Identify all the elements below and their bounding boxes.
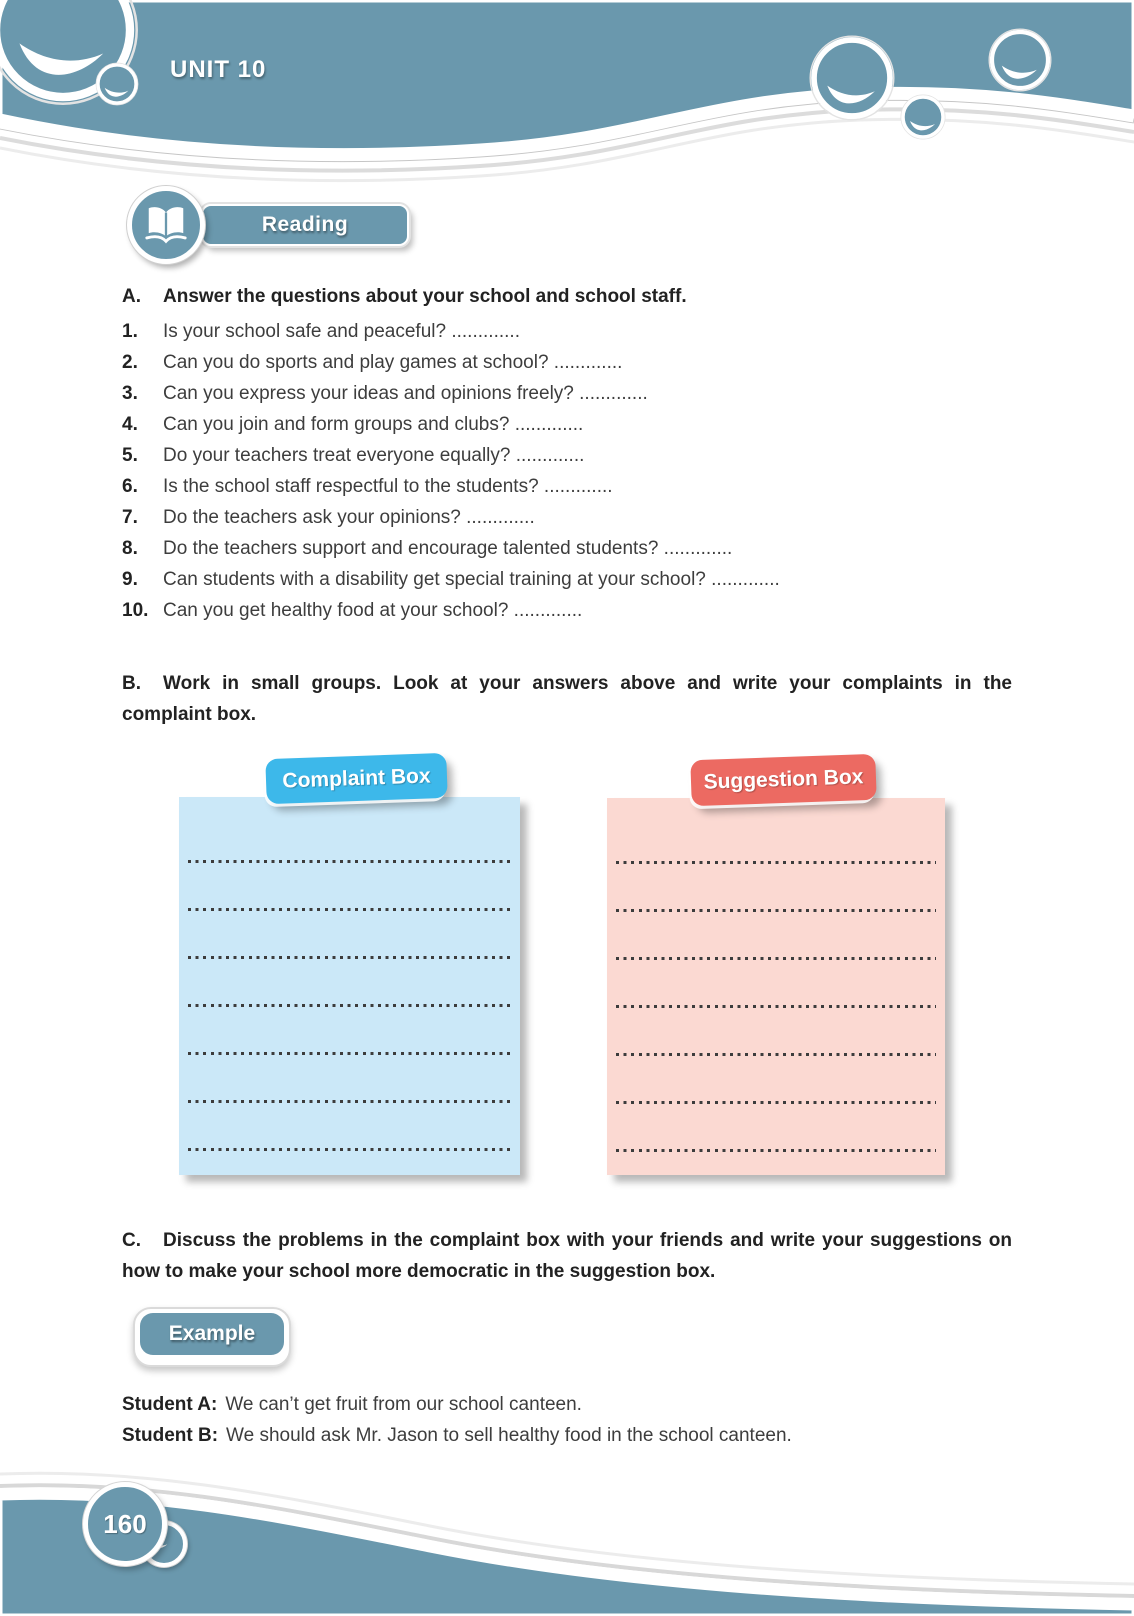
- dotted-writing-line: [179, 863, 520, 911]
- dialog-line: [122, 1389, 1022, 1420]
- section-c: [122, 1225, 1012, 1287]
- question-item: 3. Can you express your ideas and opinions freely? .............: [122, 382, 648, 404]
- question-item: 4. Can you join and form groups and clubs? .............: [122, 413, 584, 435]
- dialog-text: We can’t get fruit from our school canteen.: [225, 1393, 582, 1415]
- open-book-icon: [143, 202, 189, 248]
- section-b: [122, 668, 1012, 730]
- section-letter: C.: [122, 1230, 141, 1251]
- dotted-writing-line: [179, 959, 520, 1007]
- dotted-writing-line: [179, 815, 520, 863]
- question-item: 6. Is the school staff respectful to the students? .............: [122, 475, 613, 497]
- complaint-box-label: Complaint Box: [265, 753, 447, 804]
- question-item: 9. Can students with a disability get special training at your school? .............: [122, 568, 780, 590]
- question-item: 7. Do the teachers ask your opinions? .............: [122, 506, 535, 528]
- dotted-writing-line: [179, 1055, 520, 1103]
- speaker-name: Student A:: [122, 1393, 218, 1415]
- reading-label: Reading: [261, 213, 349, 236]
- speaker-name: Student B:: [122, 1424, 219, 1446]
- reading-icon-circle: [127, 186, 205, 264]
- question-item: 8. Do the teachers support and encourage talented students? .............: [122, 537, 733, 559]
- dotted-writing-line: [607, 864, 945, 912]
- suggestion-box-label: Suggestion Box: [690, 754, 876, 806]
- suggestion-box: [607, 798, 945, 1175]
- unit-title: UNIT 10: [170, 56, 267, 83]
- dotted-writing-line: [607, 816, 945, 864]
- section-title: Answer the questions about your school and school staff.: [163, 285, 687, 307]
- dotted-writing-line: [607, 960, 945, 1008]
- dotted-writing-line: [607, 912, 945, 960]
- question-item: 10. Can you get healthy food at your school? .............: [122, 599, 583, 621]
- dotted-writing-line: [179, 1007, 520, 1055]
- dotted-writing-line: [179, 1103, 520, 1151]
- example-dialog: [122, 1389, 1022, 1451]
- dotted-writing-line: [179, 911, 520, 959]
- dotted-writing-line: [607, 1008, 945, 1056]
- page-number-badge: [83, 1482, 167, 1566]
- section-c-text: Discuss the problems in the complaint box with your friends and write your suggestions on how to make your school more democratic in the suggestion box.: [122, 1230, 1012, 1282]
- section-letter: B.: [122, 673, 141, 694]
- dotted-writing-line: [607, 1056, 945, 1104]
- question-item: 2. Can you do sports and play games at school? .............: [122, 351, 623, 373]
- dialog-text: We should ask Mr. Jason to sell healthy food in the school canteen.: [226, 1424, 792, 1446]
- example-badge: [133, 1307, 291, 1367]
- question-item: 1. Is your school safe and peaceful? .............: [122, 320, 520, 342]
- question-item: 5. Do your teachers treat everyone equally? .............: [122, 444, 585, 466]
- section-b-text: Work in small groups. Look at your answers above and write your complaints in the complaint box.: [122, 673, 1012, 725]
- section-letter: A.: [122, 285, 141, 307]
- example-label: Example: [168, 1322, 256, 1345]
- header-wave: [0, 0, 1134, 215]
- example-pill: [140, 1313, 284, 1355]
- page-number: 160: [103, 1508, 147, 1539]
- reading-pill: [201, 204, 409, 246]
- complaint-box: [179, 797, 520, 1175]
- section-a-heading: [122, 281, 1014, 312]
- reading-section-badge: [127, 186, 427, 268]
- dotted-writing-line: [607, 1104, 945, 1152]
- section-a: [122, 281, 1014, 626]
